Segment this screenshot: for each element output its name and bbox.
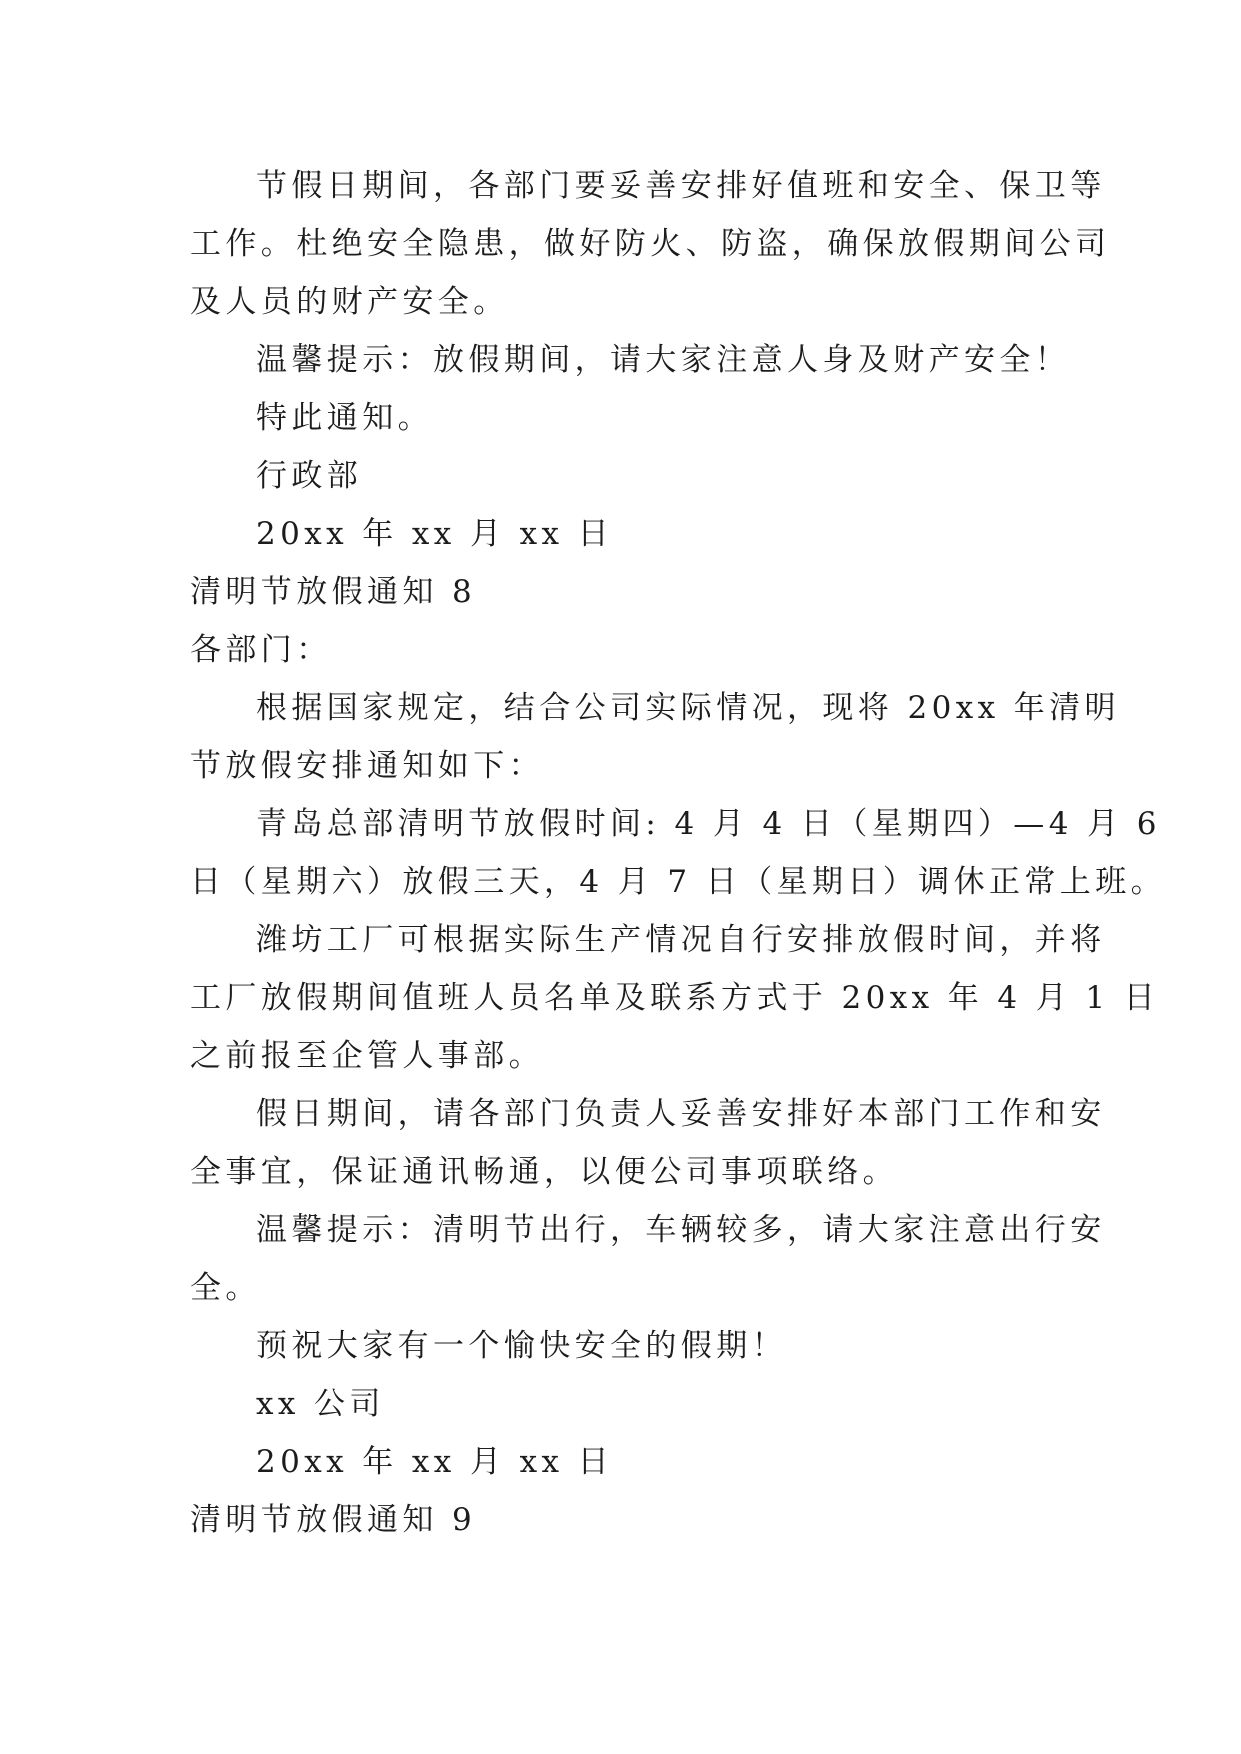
paragraph-line: 节假日期间，各部门要妥善安排好值班和安全、保卫等: [256, 168, 1106, 204]
signature-company: xx 公司: [256, 1386, 385, 1422]
section-heading: 清明节放假通知 8: [190, 574, 477, 610]
paragraph-line: 工作。杜绝安全隐患，做好防火、防盗，确保放假期间公司: [190, 226, 1111, 262]
paragraph-line: 温馨提示：放假期间，请大家注意人身及财产安全！: [256, 342, 1071, 378]
paragraph-line: 根据国家规定，结合公司实际情况，现将 20xx 年清明: [256, 690, 1120, 726]
salutation: 各部门：: [190, 632, 332, 668]
paragraph-line: 及人员的财产安全。: [190, 284, 509, 320]
paragraph-line: 日（星期六）放假三天，4 月 7 日（星期日）调休正常上班。: [190, 864, 1167, 900]
paragraph-line: 全事宜，保证通讯畅通，以便公司事项联络。: [190, 1154, 898, 1190]
paragraph-line: 潍坊工厂可根据实际生产情况自行安排放假时间，并将: [256, 922, 1106, 958]
paragraph-line: 预祝大家有一个愉快安全的假期！: [256, 1328, 787, 1364]
paragraph-line: 青岛总部清明节放假时间: 4 月 4 日（星期四）—4 月 6: [256, 806, 1161, 842]
paragraph-line: 温馨提示：清明节出行，车辆较多，请大家注意出行安: [256, 1212, 1106, 1248]
section-heading: 清明节放假通知 9: [190, 1502, 477, 1538]
paragraph-line: 工厂放假期间值班人员名单及联系方式于 20xx 年 4 月 1 日: [190, 980, 1160, 1016]
signature-date: 20xx 年 xx 月 xx 日: [256, 1444, 614, 1480]
paragraph-line: 假日期间，请各部门负责人妥善安排好本部门工作和安: [256, 1096, 1106, 1132]
paragraph-line: 节放假安排通知如下：: [190, 748, 544, 784]
signature-department: 行政部: [256, 458, 363, 494]
paragraph-line: 之前报至企管人事部。: [190, 1038, 544, 1074]
paragraph-line: 全。: [190, 1270, 261, 1306]
paragraph-line: 特此通知。: [256, 400, 433, 436]
signature-date: 20xx 年 xx 月 xx 日: [256, 516, 614, 552]
